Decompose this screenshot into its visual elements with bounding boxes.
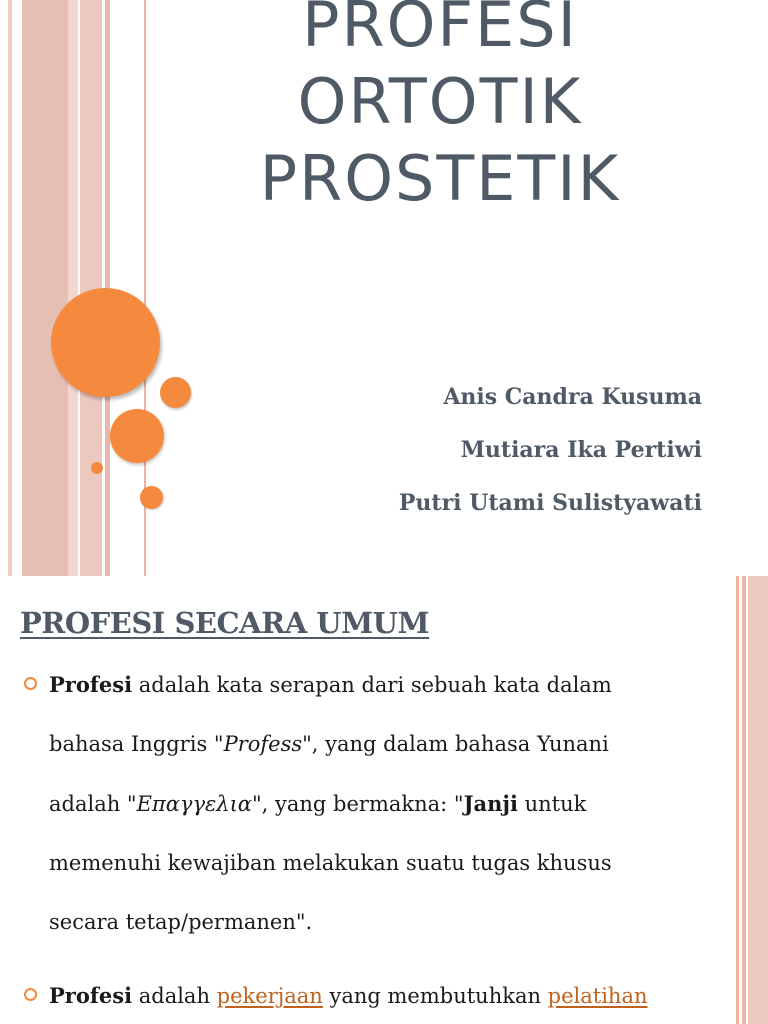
text-line: Profesi adalah pekerjaan yang membutuhkan pelatihan	[49, 983, 648, 1008]
link-pekerjaan[interactable]: pekerjaan	[216, 984, 323, 1008]
text-line: memenuhi kewajiban melakukan suatu tugas khusus	[49, 851, 612, 875]
decor-circle	[160, 377, 191, 408]
text-line: Profesi adalah kata serapan dari sebuah kata dalam	[49, 672, 612, 697]
decor-stripe	[8, 0, 12, 576]
decor-stripe	[22, 0, 68, 576]
title-line: PROSTETIK	[259, 142, 621, 215]
decor-circle-large	[51, 288, 160, 397]
paragraph-2	[49, 966, 729, 1024]
author-name: Anis Candra Kusuma	[443, 384, 702, 410]
decor-circle	[110, 409, 164, 463]
paragraph-1	[49, 655, 729, 952]
bullet-icon	[24, 988, 37, 1001]
decor-stripe	[748, 576, 768, 1024]
decor-circle	[140, 486, 163, 509]
slide-title	[180, 0, 700, 217]
slide-heading: PROFESI SECARA UMUM	[20, 606, 430, 640]
decor-stripe	[742, 576, 746, 1024]
decor-stripe	[736, 576, 739, 1024]
content-slide	[0, 576, 768, 1024]
author-list	[399, 378, 702, 537]
link-pelatihan[interactable]: pelatihan	[547, 984, 648, 1008]
author-name: Mutiara Ika Pertiwi	[460, 437, 702, 463]
decor-circle-small	[91, 462, 103, 474]
decor-stripe	[68, 0, 78, 576]
text-line: bahasa Inggris "Profess", yang dalam bahasa Yunani	[49, 732, 609, 756]
text-line: adalah "Επαγγελια", yang bermakna: "Janji untuk	[49, 791, 587, 816]
title-line: PROFESI	[302, 0, 578, 61]
bullet-icon	[24, 677, 37, 690]
author-name: Putri Utami Sulistyawati	[398, 490, 702, 516]
text-line: secara tetap/permanen".	[49, 910, 313, 934]
title-line: ORTOTIK	[297, 65, 583, 138]
